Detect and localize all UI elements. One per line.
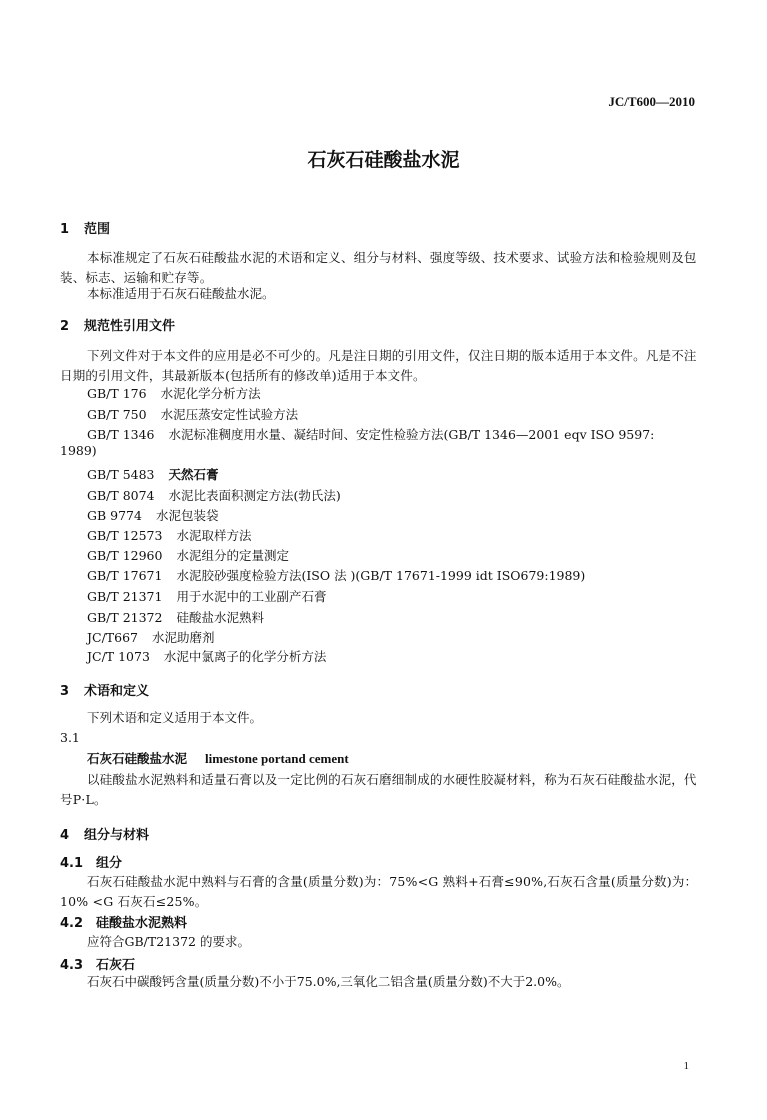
reference-item [87,465,233,483]
section-3-paragraph-1: 下列术语和定义适用于本文件。 [87,710,263,725]
section-1-paragraph-2: 本标准适用于石灰石硅酸盐水泥。 [87,286,275,301]
reference-code: GB 9774 [87,508,142,523]
section-title: 组分与材料 [84,828,150,843]
reference-name: 水泥组分的定量测定 [176,548,289,563]
reference-code: GB/T 21371 [87,589,163,604]
reference-code: JC/T 1073 [87,649,150,664]
reference-item [87,566,599,584]
subsection-number: 4.1 [60,856,84,871]
section-number: 3 [60,684,70,699]
term-chinese: 石灰石硅酸盐水泥 [87,751,188,766]
reference-name: 水泥助磨剂 [151,630,215,645]
reference-name: 水泥取样方法 [176,528,252,543]
term-english: limestone portand cement [205,751,349,766]
subsection-title: 组分 [96,856,123,871]
subsection-4-3-heading [60,954,135,973]
section-2-heading [60,315,175,334]
section-title: 范围 [84,222,111,237]
reference-item [87,608,278,626]
section-number: 1 [60,222,70,237]
reference-name: 硅酸盐水泥熟料 [176,610,264,625]
reference-name: 天然石膏 [168,467,219,482]
reference-name: 水泥胶砂强度检验方法(ISO 法 )(GB/T 17671-1999 idt ISO679:1989) [176,568,586,583]
reference-item [87,628,229,646]
section-number: 2 [60,319,70,334]
section-1-paragraph-1: 本标准规定了石灰石硅酸盐水泥的术语和定义、组分与材料、强度等级、技术要求、试验方法和检验规则及包装、标志、运输和贮存等。 [60,250,697,285]
reference-item [87,425,668,443]
reference-continuation: 1989) [60,443,97,458]
reference-item [87,647,340,665]
subsection-4-1-heading [60,852,122,871]
reference-item [87,587,340,605]
section-3-heading [60,680,149,699]
subsection-number: 4.3 [60,958,84,973]
reference-code: GB/T 17671 [87,568,163,583]
reference-item [87,405,312,423]
reference-name: 水泥比表面积测定方法(勃氏法) [168,488,341,503]
section-4-heading [60,824,149,843]
section-1-heading [60,218,110,237]
section-number: 4 [60,828,70,843]
reference-code: GB/T 750 [87,407,147,422]
reference-code: GB/T 12960 [87,548,163,563]
reference-item [87,546,303,564]
reference-item [87,384,275,402]
reference-code: GB/T 176 [87,386,147,401]
subsection-4-2-heading [60,912,187,931]
reference-code: GB/T 1346 [87,427,155,442]
page-number: 1 [683,1060,689,1072]
reference-name: 水泥包装袋 [155,508,219,523]
reference-item [87,526,265,544]
document-title: 石灰石硅酸盐水泥 [307,149,460,171]
subsection-title: 石灰石 [96,958,136,973]
section-title: 规范性引用文件 [84,319,176,334]
standard-number: JC/T600—2010 [608,94,695,109]
reference-code: GB/T 5483 [87,467,155,482]
reference-name: 水泥中氯离子的化学分析方法 [163,649,327,664]
section-2-paragraph-1: 下列文件对于本文件的应用是必不可少的。凡是注日期的引用文件，仅注日期的版本适用于本文件。凡是不注日期的引用文件，其最新版本(包括所有的修改单)适用于本文件。 [60,348,697,383]
reference-code: GB/T 21372 [87,610,163,625]
reference-name: 水泥标准稠度用水量、凝结时间、安定性检验方法(GB/T 1346—2001 eqv ISO 9597: [168,427,655,442]
term-definition: 以硅酸盐水泥熟料和适量石膏以及一定比例的石灰石磨细制成的水硬性胶凝材料，称为石灰石硅酸盐水泥，代号P·L。 [60,772,697,807]
section-title: 术语和定义 [84,684,150,699]
reference-code: JC/T667 [87,630,138,645]
reference-code: GB/T 12573 [87,528,163,543]
subsection-number: 3.1 [60,730,80,745]
subsection-4-1-text: 石灰石硅酸盐水泥中熟料与石膏的含量(质量分数)为：75%<G 熟料+石膏≤90%,石灰石含量(质量分数)为：10% <G 石灰石≤25%。 [60,874,698,909]
reference-item [87,486,355,504]
subsection-title: 硅酸盐水泥熟料 [96,916,188,931]
reference-name: 水泥化学分析方法 [160,386,261,401]
reference-name: 水泥压蒸安定性试验方法 [160,407,299,422]
term-entry [87,749,349,767]
reference-code: GB/T 8074 [87,488,155,503]
reference-name: 用于水泥中的工业副产石膏 [176,589,327,604]
subsection-number: 4.2 [60,916,84,931]
subsection-4-3-text: 石灰石中碳酸钙含量(质量分数)不小于75.0%,三氧化二铝含量(质量分数)不大于2.0%。 [87,974,570,989]
subsection-4-2-text: 应符合GB/T21372 的要求。 [87,934,250,949]
reference-item [87,506,232,524]
